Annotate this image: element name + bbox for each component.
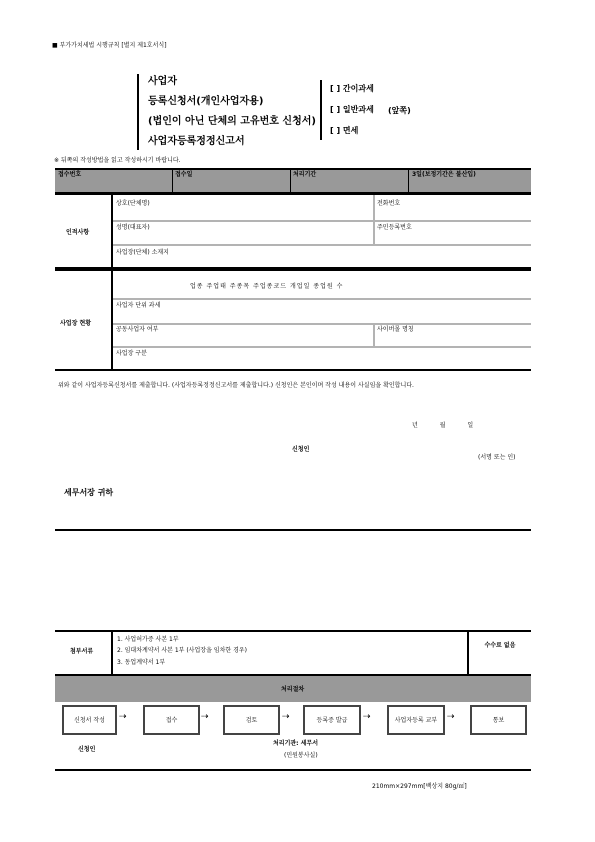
attachment-3: 3. 동업계약서 1부 (117, 659, 166, 666)
checkbox-3[interactable]: [ ] 면세 (330, 126, 359, 135)
arrow-icon: ⇢ (282, 712, 290, 722)
attachment-1: 1. 사업허가증 사본 1부 (117, 636, 179, 643)
flow-step-4: 등록증 발급 (303, 705, 361, 735)
flow-actor-applicant: 신청인 (78, 746, 96, 753)
flow-step-2: 접수 (143, 705, 200, 735)
process-title: 처리절차 (281, 686, 305, 693)
joint-business-label: 공동사업자 여부 (116, 326, 159, 333)
fee-label: 수수료 없음 (484, 642, 516, 649)
location-label: 사업장(단체) 소재지 (116, 249, 169, 256)
cyber-mall-label: 사이버몰 명칭 (377, 326, 414, 333)
attachment-2: 2. 임대차계약서 사본 1부 (사업장을 임차한 경우) (117, 647, 247, 654)
checkbox-bracket (320, 80, 322, 140)
title-line-1: 사업자 (148, 76, 177, 87)
arrow-icon: ⇢ (201, 712, 209, 722)
site-type-label: 사업장 구분 (116, 350, 147, 357)
arrow-icon: ⇢ (363, 712, 371, 722)
declaration-date: 년 월 일 (412, 422, 474, 429)
unit-tax-label: 사업자 단위 과세 (116, 302, 161, 309)
arrow-icon: ⇢ (119, 712, 127, 722)
page-side-note: (앞쪽) (388, 106, 411, 115)
flow-step-1: 신청서 작성 (62, 705, 117, 735)
applicant-label: 신청인 (292, 446, 310, 453)
signature-note: (서명 또는 인) (478, 454, 516, 461)
declaration-text: 위와 같이 사업자등록신청서를 제출합니다. (사업자등록정정신고서를 제출합니다.) 신청인은 본인이며 작성 내용이 사실임을 확인합니다. (58, 382, 414, 389)
form-reference: ■ 부가가치세법 시행규칙 [별지 제1호서식] (52, 42, 167, 49)
title-line-3: (법인이 아닌 단체의 고유번호 신청서) (148, 116, 316, 127)
flow-step-5: 사업자등록 교부 (387, 705, 445, 735)
arrow-icon: ⇢ (447, 712, 455, 722)
applicant-section-label: 인적사항 (66, 229, 90, 236)
receipt-number-label: 접수번호 (58, 171, 82, 178)
attachments-label: 첨부서류 (70, 648, 94, 655)
representative-label: 성명(대표자) (116, 224, 150, 231)
resident-number-label: 주민등록번호 (377, 224, 412, 231)
process-period-value: 3일(보정기간은 불산입) (412, 171, 476, 178)
flow-actor-office-sub: (민원봉사실) (284, 752, 318, 759)
receipt-note: ※ 뒤쪽의 작성방법을 읽고 작성하시기 바랍니다. (54, 157, 181, 164)
addressee: 세무서장 귀하 (64, 488, 114, 497)
business-banner: 업종 주업태 주종목 주업종코드 개업일 종업원 수 (190, 283, 344, 290)
title-line-2: 등록신청서(개인사업자용) (148, 96, 264, 107)
trade-name-label: 상호(단체명) (116, 200, 150, 207)
business-section-label: 사업장 현황 (60, 320, 92, 327)
flow-step-6: 통보 (470, 705, 527, 735)
checkbox-1[interactable]: [ ] 간이과세 (330, 84, 374, 93)
title-line-4: 사업자등록정정신고서 (148, 136, 245, 147)
phone-label: 전화번호 (377, 200, 401, 207)
checkbox-2[interactable]: [ ] 일반과세 (330, 105, 374, 114)
title-bracket (137, 74, 139, 150)
paper-size-note: 210mm×297mm[백상지 80g/㎡] (372, 783, 467, 790)
process-period-label: 처리기간 (293, 171, 317, 178)
flow-step-3: 검토 (223, 705, 280, 735)
flow-actor-office: 처리기관: 세무서 (273, 740, 319, 747)
receipt-date-label: 접수일 (175, 171, 193, 178)
